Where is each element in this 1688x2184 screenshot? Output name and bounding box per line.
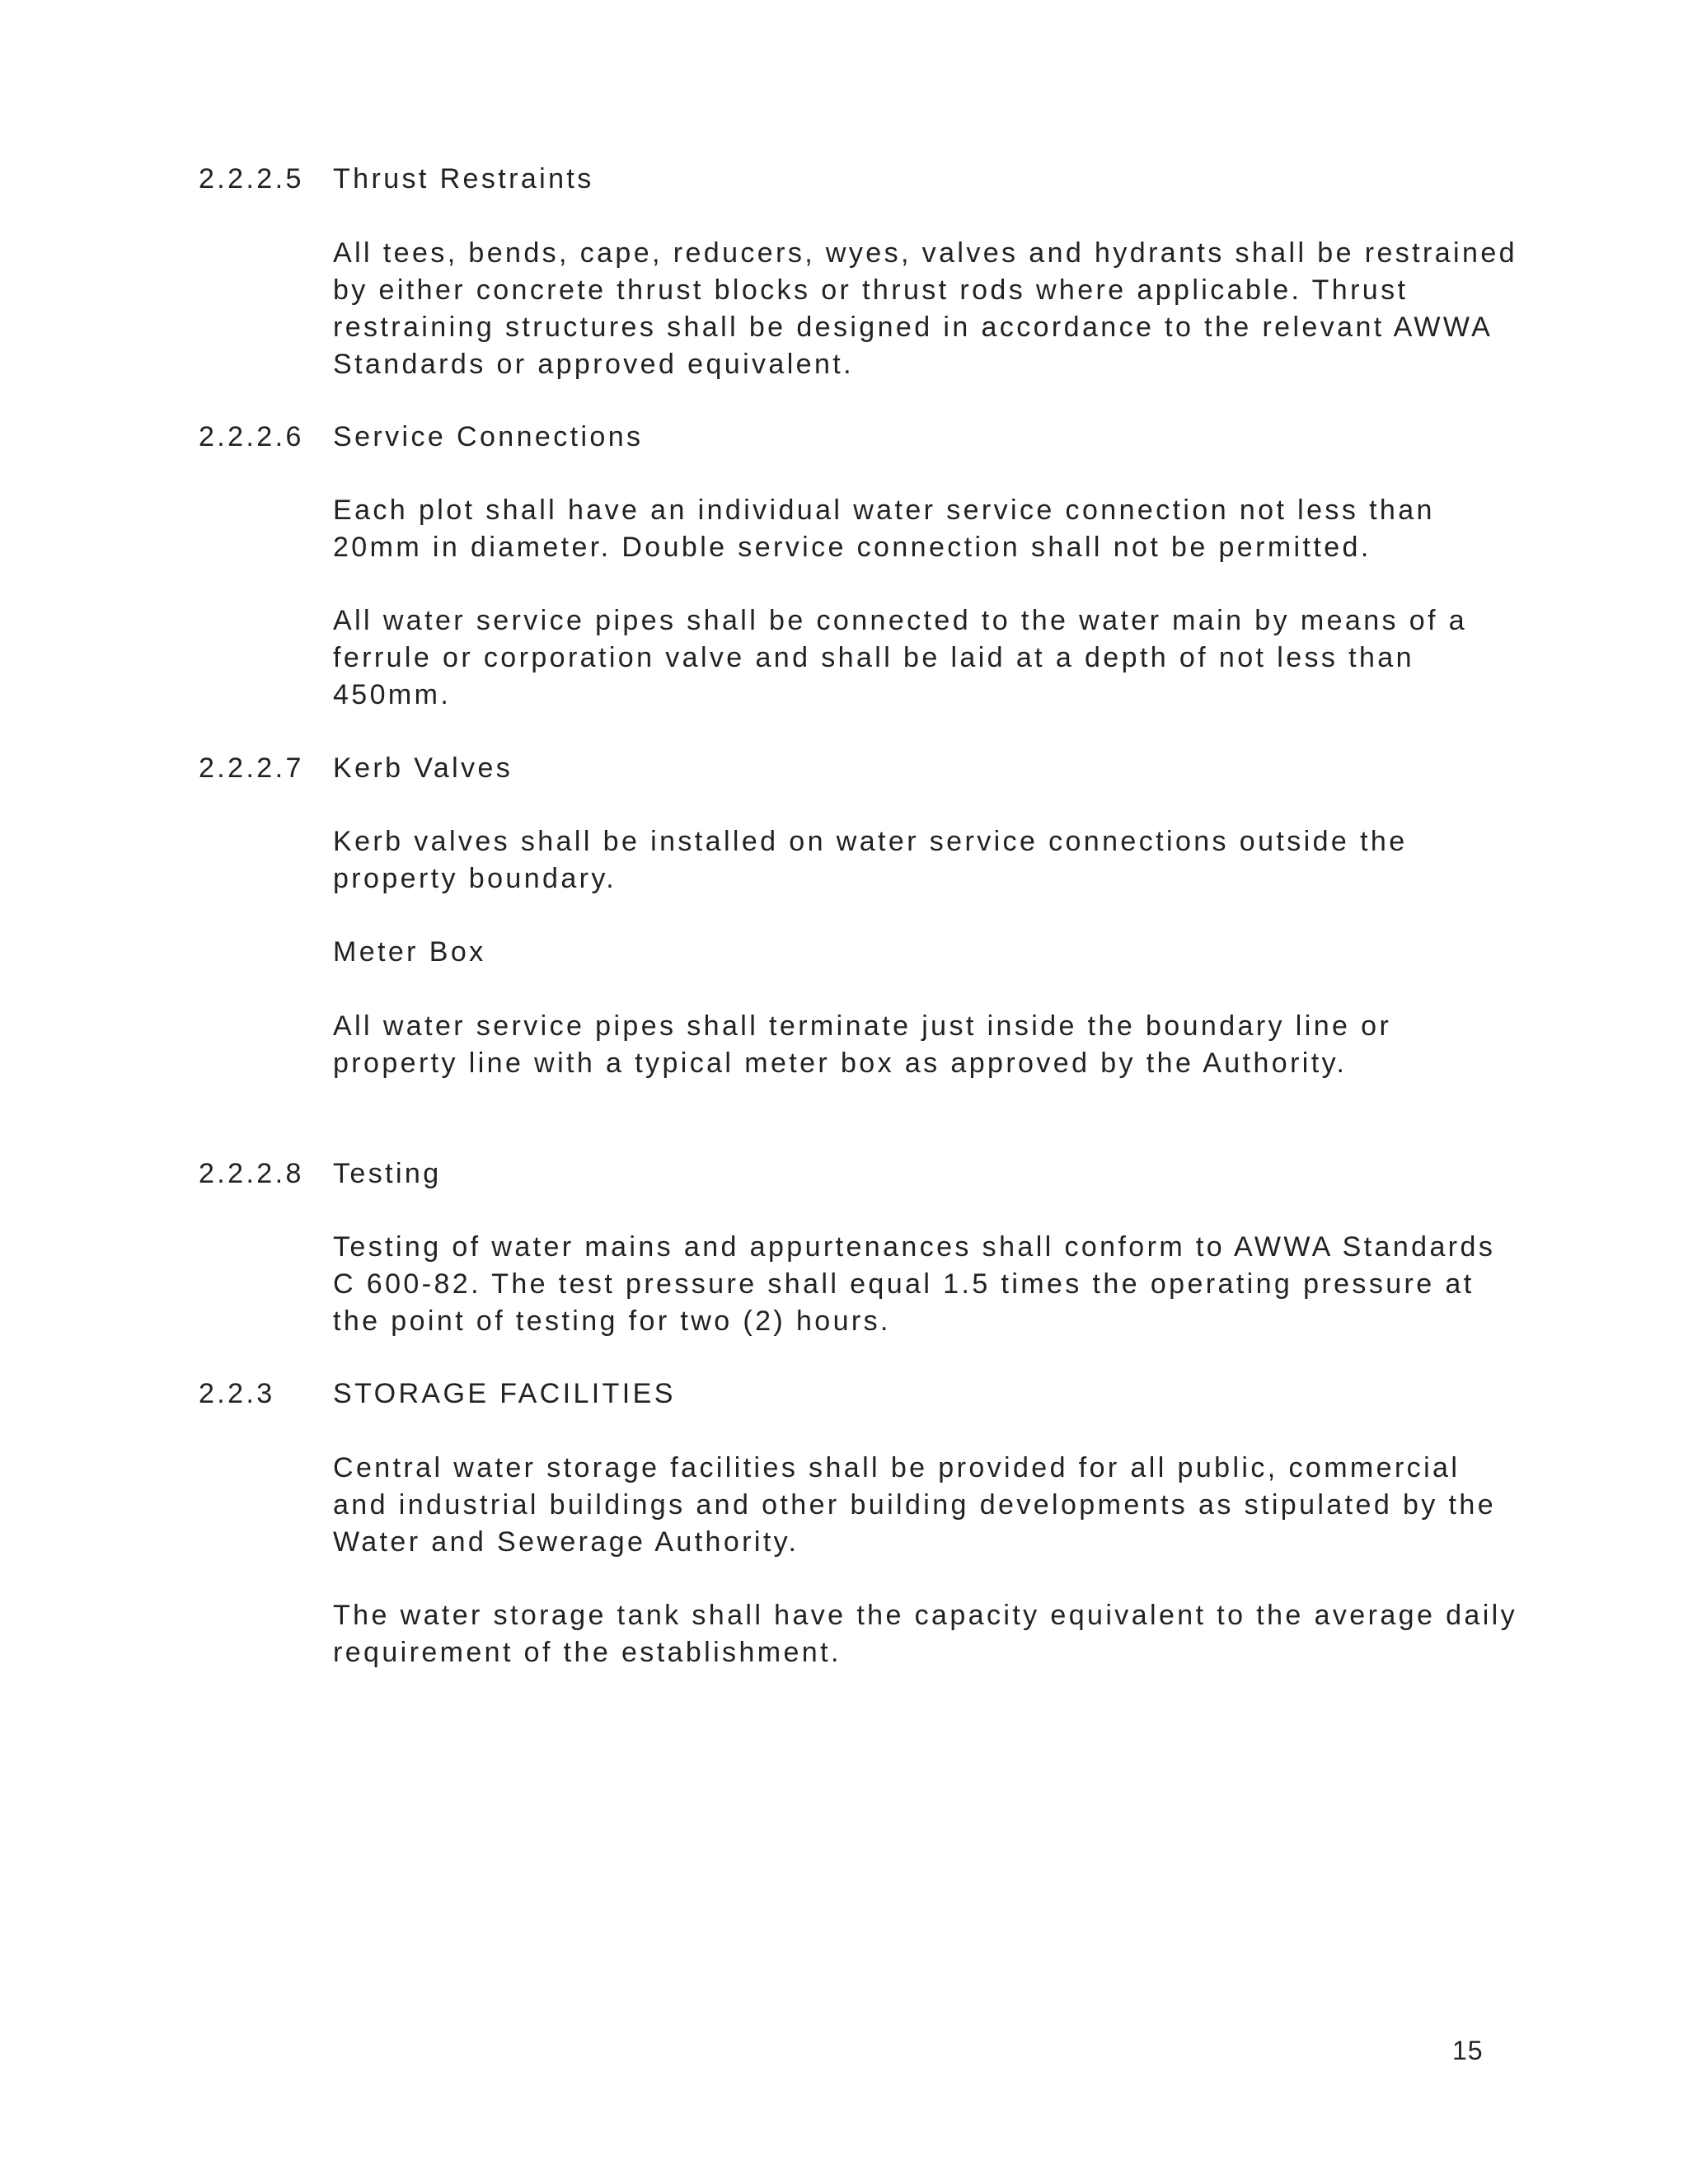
paragraph-line: the point of testing for two (2) hours. <box>333 1305 891 1337</box>
section-number: 2.2.2.5 <box>199 163 304 194</box>
paragraph-line: 450mm. <box>333 679 452 710</box>
paragraph-line: 20mm in diameter. Double service connection shall not be permitted. <box>333 532 1372 563</box>
section-heading: Kerb Valves <box>333 752 513 784</box>
paragraph-line: Kerb valves shall be installed on water service connections outside the <box>333 826 1408 857</box>
subheading: Meter Box <box>333 936 486 968</box>
section-number: 2.2.2.7 <box>199 752 304 784</box>
paragraph-line: Testing of water mains and appurtenances shall conform to AWWA Standards <box>333 1231 1496 1263</box>
paragraph-line: C 600-82. The test pressure shall equal 1.5 times the operating pressure at <box>333 1268 1475 1300</box>
section-number: 2.2.2.6 <box>199 421 304 452</box>
paragraph-line: requirement of the establishment. <box>333 1637 842 1668</box>
paragraph-line: and industrial buildings and other building developments as stipulated by the <box>333 1489 1497 1521</box>
section-heading: Testing <box>333 1158 442 1189</box>
paragraph-line: ferrule or corporation valve and shall be laid at a depth of not less than <box>333 642 1414 673</box>
paragraph-line: Central water storage facilities shall be provided for all public, commercial <box>333 1452 1461 1483</box>
paragraph-line: Standards or approved equivalent. <box>333 349 854 380</box>
section-number: 2.2.2.8 <box>199 1158 304 1189</box>
paragraph-line: by either concrete thrust blocks or thrust rods where applicable. Thrust <box>333 274 1409 306</box>
section-heading: Service Connections <box>333 421 644 452</box>
paragraph-line: Each plot shall have an individual water service connection not less than <box>333 494 1435 526</box>
paragraph-line: restraining structures shall be designed in accordance to the relevant AWWA <box>333 312 1493 343</box>
paragraph-line: Water and Sewerage Authority. <box>333 1526 799 1558</box>
section-number: 2.2.3 <box>199 1378 275 1409</box>
section-heading: STORAGE FACILITIES <box>333 1378 676 1409</box>
paragraph-line: All tees, bends, cape, reducers, wyes, valves and hydrants shall be restrained <box>333 237 1517 269</box>
paragraph-line: The water storage tank shall have the capacity equivalent to the average daily <box>333 1600 1518 1631</box>
paragraph-line: All water service pipes shall be connected to the water main by means of a <box>333 605 1468 636</box>
page-number: 15 <box>1452 2036 1484 2065</box>
paragraph-line: property line with a typical meter box as approved by the Authority. <box>333 1047 1348 1079</box>
paragraph-line: property boundary. <box>333 863 617 894</box>
paragraph-line: All water service pipes shall terminate just inside the boundary line or <box>333 1010 1392 1042</box>
section-heading: Thrust Restraints <box>333 163 594 194</box>
